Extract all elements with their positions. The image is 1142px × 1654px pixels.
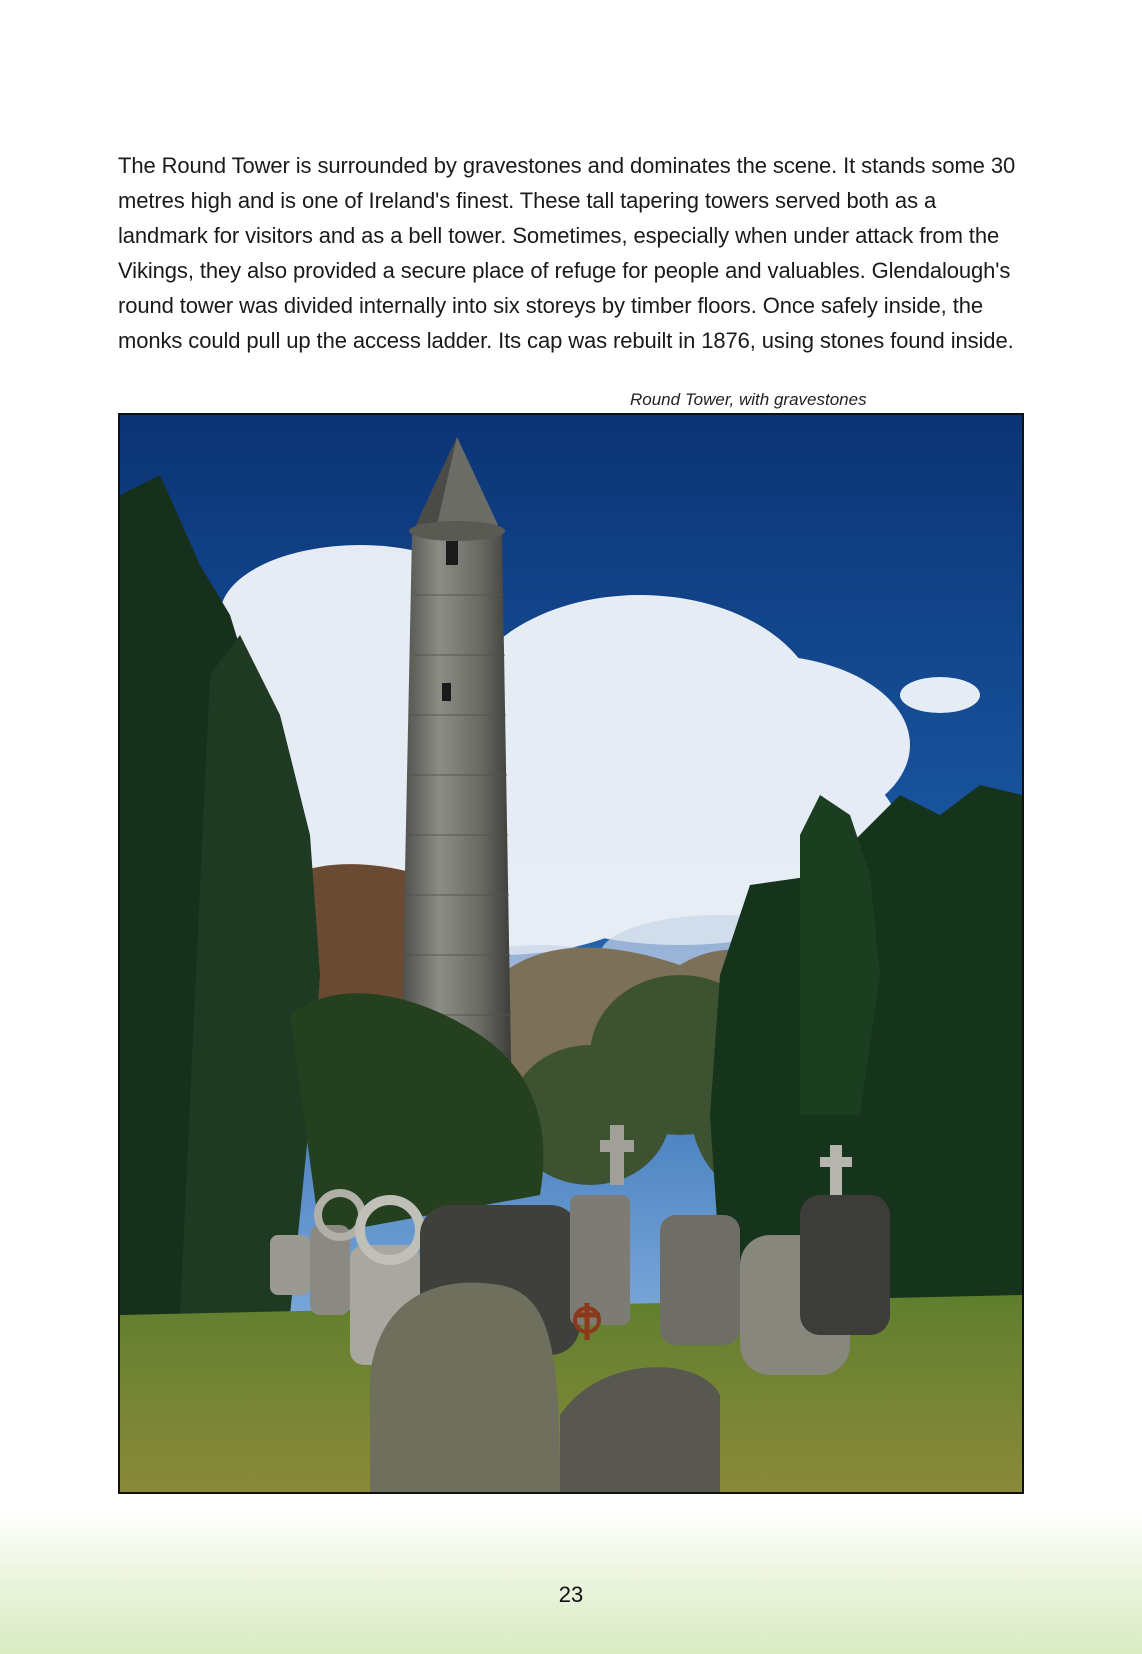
page-number: 23 — [558, 1582, 584, 1607]
body-paragraph: The Round Tower is surrounded by gravestones and dominates the scene. It stands some 30 metres high and is one of Ireland's finest. These tall tapering towers served both as a landmark for visitors and as a bell tower. Sometimes, especially when under attack from the Vikings, they also provided a secure place of refuge for people and valuables. Glendalough's round tower was divided internally into six storeys by timber floors. Once safely inside, the monks could pull up the access ladder. Its cap was rebuilt in 1876, using stones found inside. — [118, 153, 1016, 353]
figure-caption: Round Tower, with gravestones — [630, 390, 867, 409]
round-tower-photo — [118, 413, 1024, 1494]
